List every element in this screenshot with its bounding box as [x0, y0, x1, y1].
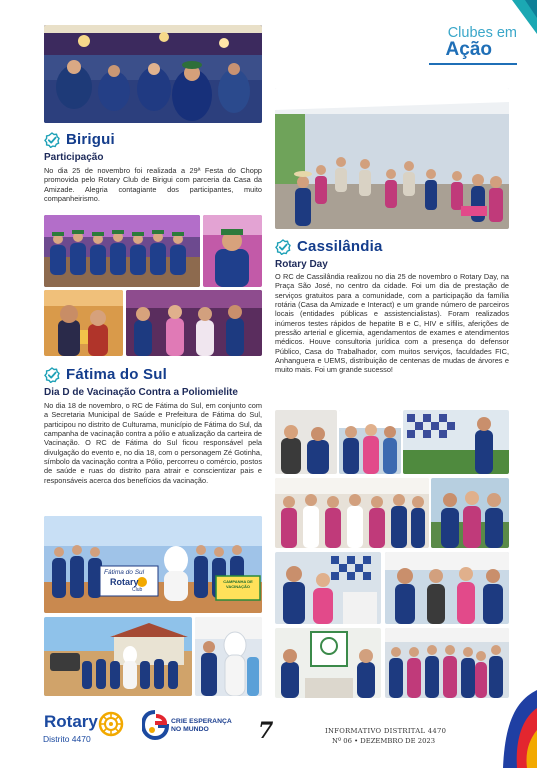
- header-title-line1: Clubes em: [447, 25, 517, 41]
- check-badge-icon: [275, 239, 291, 255]
- photo-fatima-group-banner: [44, 516, 262, 613]
- banner-fatima-text: Fátima do Sul: [104, 569, 145, 576]
- photo-cassilandia-crowd: [385, 628, 509, 698]
- section-title-birigui: [44, 131, 115, 148]
- page-number: 7: [258, 718, 274, 744]
- photo-birigui-portrait: [203, 215, 262, 287]
- photo-birigui-beer: [44, 290, 123, 356]
- fatima-title: Fátima do Sul: [66, 366, 167, 383]
- photo-birigui-festa-chopp: [44, 25, 262, 123]
- rotary-wordmark: Rotary: [44, 712, 98, 731]
- header-title-line2: Ação: [445, 39, 492, 60]
- photo-cassilandia-team: [275, 478, 429, 548]
- fatima-body: No dia 18 de novembro, o RC de Fátima do Sul, em conjunto com a Secretaria Municipal de Saúde e Prefeitura de Fátima do Sul, participou no distrito de Culturama, município de Fátima do Sul, da campanha de vacinação contra a pólio e atualização da carteira de Vacinação. O RC de Fátima do Sul ficou responsável pela divulgação do evento e, no dia 18, com o personagem Zé Gotinha, símbolo da vacinação contra a Pólio, percorreu o comércio, postos de saúde e ruas do distrito para atrair e conscientizar pais e responsáveis acerca dos benefícios da vacinação.: [44, 401, 263, 485]
- photo-cassilandia-selfie: [431, 478, 509, 548]
- photo-fatima-zegotinha: [195, 617, 262, 696]
- corner-swoosh-decoration: [467, 690, 537, 768]
- crie-line-1: CRIE ESPERANÇA: [171, 718, 232, 725]
- photo-cassilandia-stand: [275, 628, 381, 698]
- photo-cassilandia-volunteers: [339, 410, 401, 474]
- vaccination-sign-text: CAMPANHA DE VACINAÇÃO: [223, 579, 253, 589]
- photo-fatima-street: [44, 617, 192, 696]
- photo-cassilandia-booth-1: [275, 552, 381, 624]
- distrito-label: Distrito 4470: [43, 734, 91, 744]
- check-badge-icon: [44, 132, 60, 148]
- birigui-body: No dia 25 de novembro foi realizada a 29ª Festa do Chopp promovida pelo Rotary Club de Birigui com parceria da Casa da Amizade. Alegria contagiante dos participantes, muito companheirismo.: [44, 166, 262, 204]
- birigui-subtitle: Participação: [44, 152, 104, 163]
- crie-esperanca-logo: [142, 710, 169, 740]
- birigui-title: Birigui: [66, 131, 115, 148]
- check-badge-icon: [44, 367, 60, 383]
- photo-birigui-group: [44, 215, 200, 287]
- fatima-subtitle: Dia D de Vacinação Contra a Poliomielite: [44, 387, 238, 398]
- cassilandia-title: Cassilândia: [297, 238, 383, 255]
- cassilandia-subtitle: Rotary Day: [275, 259, 328, 270]
- newsletter-issue: Nº 06 • DEZEMBRO DE 2023: [332, 737, 436, 745]
- cassilandia-body: O RC de Cassilândia realizou no dia 25 de novembro o Rotary Day, na Praça São José, no centro da cidade. Foi um dia de prestação de serviços gratuitos para a comunidade, com a participação da família rotária (Casa da Amizade e Interact) e um grande número de parceiros locais (entidades públicas e assistencialistas). Foram realizados inúmeros testes rápidos de hepatite B e C, HIV e sífilis, aferições de pressão arterial e glicemia, agendamentos de exames e atendimentos médicos. Houve consultoria jurídica com a presença do defensor Público, Casa do Trabalhador, com muitos serviços, faculdades FIC, Anhanguera e UEMS, distribuição de centenas de mudas de árvores e muito mais. Foi um grande sucesso!: [275, 272, 509, 375]
- photo-cassilandia-booth-2: [385, 552, 509, 624]
- rotary-wheel-icon: [98, 711, 124, 737]
- photo-cassilandia-tent: [275, 88, 509, 229]
- crie-line-2: NO MUNDO: [171, 726, 209, 733]
- banner-club-text: Club: [132, 587, 143, 593]
- photo-cassilandia-health-check: [275, 410, 337, 474]
- section-title-cassilandia: [275, 238, 383, 255]
- photo-cassilandia-plants: [403, 410, 509, 474]
- banner-rotary-text: Rotary: [110, 577, 139, 587]
- newsletter-title: INFORMATIVO DISTRITAL 4470: [325, 727, 447, 735]
- crie-esperanca-tagline: [171, 718, 232, 734]
- header-underline: [429, 63, 517, 65]
- section-title-fatima: [44, 366, 167, 383]
- photo-birigui-party: [126, 290, 262, 356]
